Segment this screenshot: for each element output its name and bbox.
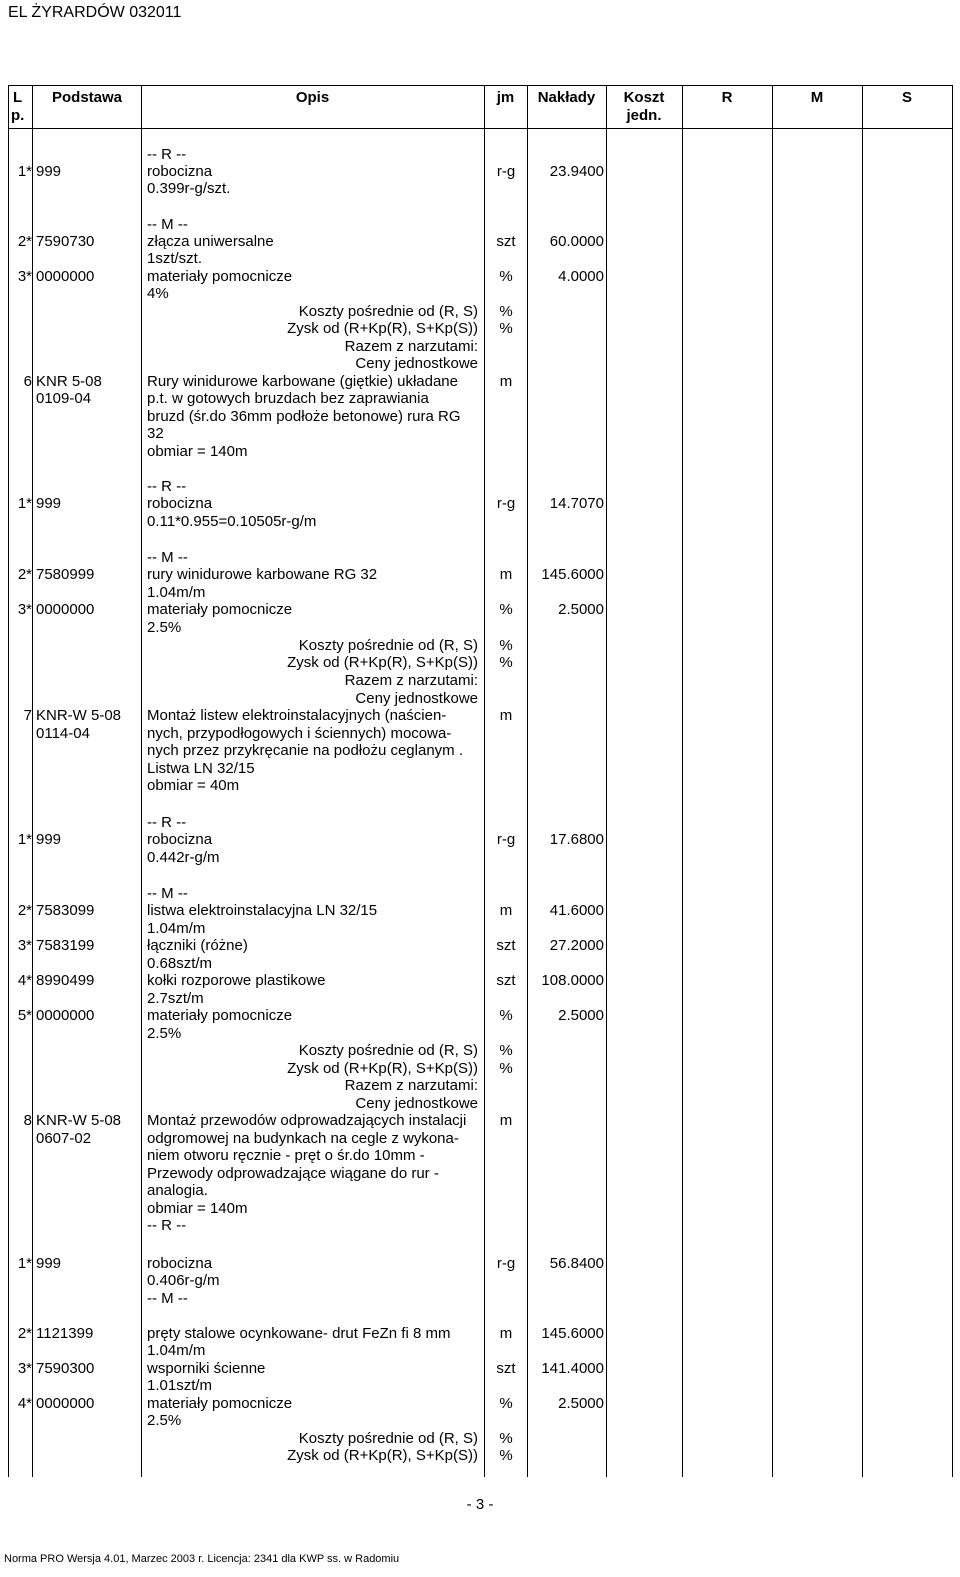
col-border: [484, 85, 485, 1477]
header-opis: Opis: [295, 89, 330, 106]
row-lp: 1*: [17, 831, 32, 848]
row-jm: %: [499, 303, 513, 320]
row-podstawa: 7590300: [36, 1360, 95, 1377]
col-border: [952, 85, 953, 1477]
col-border: [141, 85, 142, 1477]
row-jm: %: [499, 601, 513, 618]
row-summary-label: Koszty pośrednie od (R, S): [298, 303, 478, 320]
document-title: EL ŻYRARDÓW 032011: [8, 4, 182, 21]
row-description: wsporniki ścienne: [147, 1360, 266, 1377]
row-podstawa: 0114-04: [36, 725, 90, 742]
row-description: 2.5%: [147, 619, 182, 636]
row-description: nych przez przykręcanie na podłożu ceglanym .: [147, 742, 463, 759]
row-podstawa: 0000000: [36, 268, 95, 285]
row-description: 2.5%: [147, 1412, 182, 1429]
row-naklady: 2.5000: [558, 1007, 604, 1024]
row-description: pręty stalowe ocynkowane- drut FeZn fi 8 mm: [147, 1325, 451, 1342]
row-lp: 1*: [17, 495, 32, 512]
row-jm: %: [499, 654, 513, 671]
row-description: łączniki (różne): [147, 937, 248, 954]
row-podstawa: 999: [36, 495, 62, 512]
header-koszt: Koszt: [623, 89, 665, 106]
row-description: 2.5%: [147, 1025, 182, 1042]
row-jm: %: [499, 320, 513, 337]
row-lp: 5*: [17, 1007, 32, 1024]
row-summary-label: Koszty pośrednie od (R, S): [298, 1430, 478, 1447]
row-description: niem otworu ręcznie - pręt o śr.do 10mm -: [147, 1147, 425, 1164]
row-jm: r-g: [496, 1255, 516, 1272]
row-description: materiały pomocnicze: [147, 268, 293, 285]
row-podstawa: 7580999: [36, 566, 95, 583]
row-description: 1.01szt/m: [147, 1377, 213, 1394]
row-podstawa: 999: [36, 163, 62, 180]
row-description: 1.04m/m: [147, 1342, 206, 1359]
row-naklady: 4.0000: [558, 268, 604, 285]
row-jm: %: [499, 637, 513, 654]
row-description: Montaż listew elektroinstalacyjnych (naścien-: [147, 707, 447, 724]
footer-text: Norma PRO Wersja 4.01, Marzec 2003 r. Licencja: 2341 dla KWP ss. w Radomiu: [4, 1553, 400, 1565]
row-naklady: 2.5000: [558, 1395, 604, 1412]
row-description: 0.68szt/m: [147, 955, 213, 972]
row-jm: szt: [496, 972, 516, 989]
header-jm: jm: [496, 89, 515, 106]
row-description: 0.399r-g/szt.: [147, 180, 231, 197]
header-r: R: [721, 89, 733, 106]
row-podstawa: 7583099: [36, 902, 95, 919]
row-summary-label: Razem z narzutami:: [344, 338, 478, 355]
row-lp: 1*: [17, 163, 32, 180]
row-description: robocizna: [147, 1255, 213, 1272]
row-description: 0.406r-g/m: [147, 1272, 220, 1289]
row-jm: m: [499, 1325, 513, 1342]
row-description: listwa elektroinstalacyjna LN 32/15: [147, 902, 378, 919]
row-lp: 2*: [17, 566, 32, 583]
row-description: bruzd (śr.do 36mm podłoże betonowe) rura RG: [147, 408, 461, 425]
row-jm: szt: [496, 937, 516, 954]
row-podstawa: 0607-02: [36, 1130, 92, 1147]
row-jm: %: [499, 1060, 513, 1077]
row-lp: 3*: [17, 1360, 32, 1377]
row-podstawa: 0000000: [36, 1395, 95, 1412]
row-summary-label: Ceny jednostkowe: [355, 690, 478, 707]
row-podstawa: 999: [36, 1255, 62, 1272]
row-lp: 3*: [17, 268, 32, 285]
row-naklady: 14.7070: [549, 495, 604, 512]
row-jm: m: [499, 902, 513, 919]
row-description: 1.04m/m: [147, 584, 206, 601]
header-s: S: [901, 89, 912, 106]
row-description: p.t. w gotowych bruzdach bez zaprawiania: [147, 390, 429, 407]
row-naklady: 141.4000: [541, 1360, 604, 1377]
row-naklady: 2.5000: [558, 601, 604, 618]
row-jm: %: [499, 1007, 513, 1024]
row-jm: r-g: [496, 163, 516, 180]
row-podstawa: 0000000: [36, 601, 95, 618]
row-jm: %: [499, 1447, 513, 1464]
row-jm: szt: [496, 233, 516, 250]
header-bottom-border: [8, 128, 952, 129]
row-jm: m: [499, 707, 513, 724]
row-lp: 4*: [17, 1395, 32, 1412]
row-description: złącza uniwersalne: [147, 233, 274, 250]
row-description: Montaż przewodów odprowadzających instalacji: [147, 1112, 467, 1129]
row-naklady: 27.2000: [549, 937, 604, 954]
row-jm: %: [499, 1042, 513, 1059]
row-naklady: 108.0000: [541, 972, 604, 989]
header-m: M: [810, 89, 824, 106]
row-description: robocizna: [147, 831, 213, 848]
row-lp: 3*: [17, 937, 32, 954]
row-description: -- R --: [147, 146, 187, 163]
row-description: rury winidurowe karbowane RG 32: [147, 566, 378, 583]
row-summary-label: Ceny jednostkowe: [355, 1095, 478, 1112]
row-description: -- M --: [147, 1290, 188, 1307]
row-summary-label: Ceny jednostkowe: [355, 355, 478, 372]
row-description: -- R --: [147, 814, 187, 831]
row-description: 4%: [147, 285, 169, 302]
row-naklady: 23.9400: [549, 163, 604, 180]
row-naklady: 60.0000: [549, 233, 604, 250]
row-description: robocizna: [147, 495, 213, 512]
row-podstawa: KNR-W 5-08: [36, 1112, 122, 1129]
row-naklady: 41.6000: [549, 902, 604, 919]
row-description: Przewody odprowadzające wiągane do rur -: [147, 1165, 439, 1182]
row-description: analogia.: [147, 1182, 208, 1199]
row-jm: szt: [496, 1360, 516, 1377]
header-lp-2: p.: [11, 107, 25, 124]
table-top-border: [8, 85, 952, 86]
row-lp: 7: [23, 707, 32, 724]
row-summary-label: Zysk od (R+Kp(R), S+Kp(S)): [287, 1060, 478, 1077]
col-border: [606, 85, 607, 1477]
row-lp: 8: [23, 1112, 32, 1129]
row-description: kołki rozporowe plastikowe: [147, 972, 326, 989]
row-lp: 2*: [17, 233, 32, 250]
row-description: -- M --: [147, 216, 188, 233]
row-podstawa: 7583199: [36, 937, 95, 954]
row-description: 32: [147, 425, 164, 442]
row-summary-label: Zysk od (R+Kp(R), S+Kp(S)): [287, 654, 478, 671]
row-description: materiały pomocnicze: [147, 1007, 293, 1024]
row-description: obmiar = 140m: [147, 1200, 248, 1217]
row-podstawa: 1121399: [36, 1325, 94, 1342]
row-naklady: 145.6000: [541, 1325, 604, 1342]
row-summary-label: Razem z narzutami:: [344, 1077, 478, 1094]
row-lp: 1*: [17, 1255, 32, 1272]
row-description: -- R --: [147, 478, 187, 495]
row-naklady: 56.8400: [549, 1255, 604, 1272]
row-podstawa: KNR 5-08: [36, 373, 102, 390]
row-description: nych, przypodłogowych i ściennych) mocowa-: [147, 725, 452, 742]
row-summary-label: Koszty pośrednie od (R, S): [298, 1042, 478, 1059]
row-description: Rury winidurowe karbowane (giętkie) układane: [147, 373, 458, 390]
header-koszt-2: jedn.: [626, 107, 662, 124]
row-podstawa: KNR-W 5-08: [36, 707, 122, 724]
row-description: 0.11*0.955=0.10505r-g/m: [147, 513, 317, 530]
col-border: [772, 85, 773, 1477]
row-jm: m: [499, 373, 513, 390]
row-description: -- R --: [147, 1217, 187, 1234]
row-jm: %: [499, 1395, 513, 1412]
header-naklady: Nakłady: [537, 89, 596, 106]
row-podstawa: 0000000: [36, 1007, 95, 1024]
row-jm: m: [499, 566, 513, 583]
row-description: Listwa LN 32/15: [147, 760, 255, 777]
row-podstawa: 7590730: [36, 233, 95, 250]
page-number: - 3 -: [466, 1496, 494, 1513]
row-description: -- M --: [147, 549, 188, 566]
row-description: 1szt/szt.: [147, 250, 203, 267]
row-podstawa: 8990499: [36, 972, 95, 989]
row-description: 0.442r-g/m: [147, 849, 220, 866]
row-jm: r-g: [496, 495, 516, 512]
row-description: materiały pomocnicze: [147, 601, 293, 618]
row-lp: 6: [23, 373, 32, 390]
row-lp: 2*: [17, 902, 32, 919]
row-jm: r-g: [496, 831, 516, 848]
row-jm: %: [499, 1430, 513, 1447]
col-border: [32, 85, 33, 1477]
row-description: obmiar = 140m: [147, 443, 248, 460]
row-naklady: 145.6000: [541, 566, 604, 583]
header-lp: L: [13, 89, 23, 106]
row-jm: m: [499, 1112, 513, 1129]
row-description: 1.04m/m: [147, 920, 206, 937]
col-border: [862, 85, 863, 1477]
row-podstawa: 0109-04: [36, 390, 92, 407]
row-summary-label: Razem z narzutami:: [344, 672, 478, 689]
row-description: materiały pomocnicze: [147, 1395, 293, 1412]
header-podstawa: Podstawa: [52, 89, 123, 106]
row-description: -- M --: [147, 885, 188, 902]
row-summary-label: Zysk od (R+Kp(R), S+Kp(S)): [287, 320, 478, 337]
row-jm: %: [499, 268, 513, 285]
col-border: [682, 85, 683, 1477]
row-description: 2.7szt/m: [147, 990, 204, 1007]
row-description: odgromowej na budynkach na cegle z wykona-: [147, 1130, 459, 1147]
row-naklady: 17.6800: [549, 831, 604, 848]
row-lp: 4*: [17, 972, 32, 989]
row-podstawa: 999: [36, 831, 62, 848]
row-summary-label: Zysk od (R+Kp(R), S+Kp(S)): [287, 1447, 478, 1464]
row-description: obmiar = 40m: [147, 777, 240, 794]
row-lp: 2*: [17, 1325, 32, 1342]
row-summary-label: Koszty pośrednie od (R, S): [298, 637, 478, 654]
row-description: robocizna: [147, 163, 213, 180]
row-lp: 3*: [17, 601, 32, 618]
